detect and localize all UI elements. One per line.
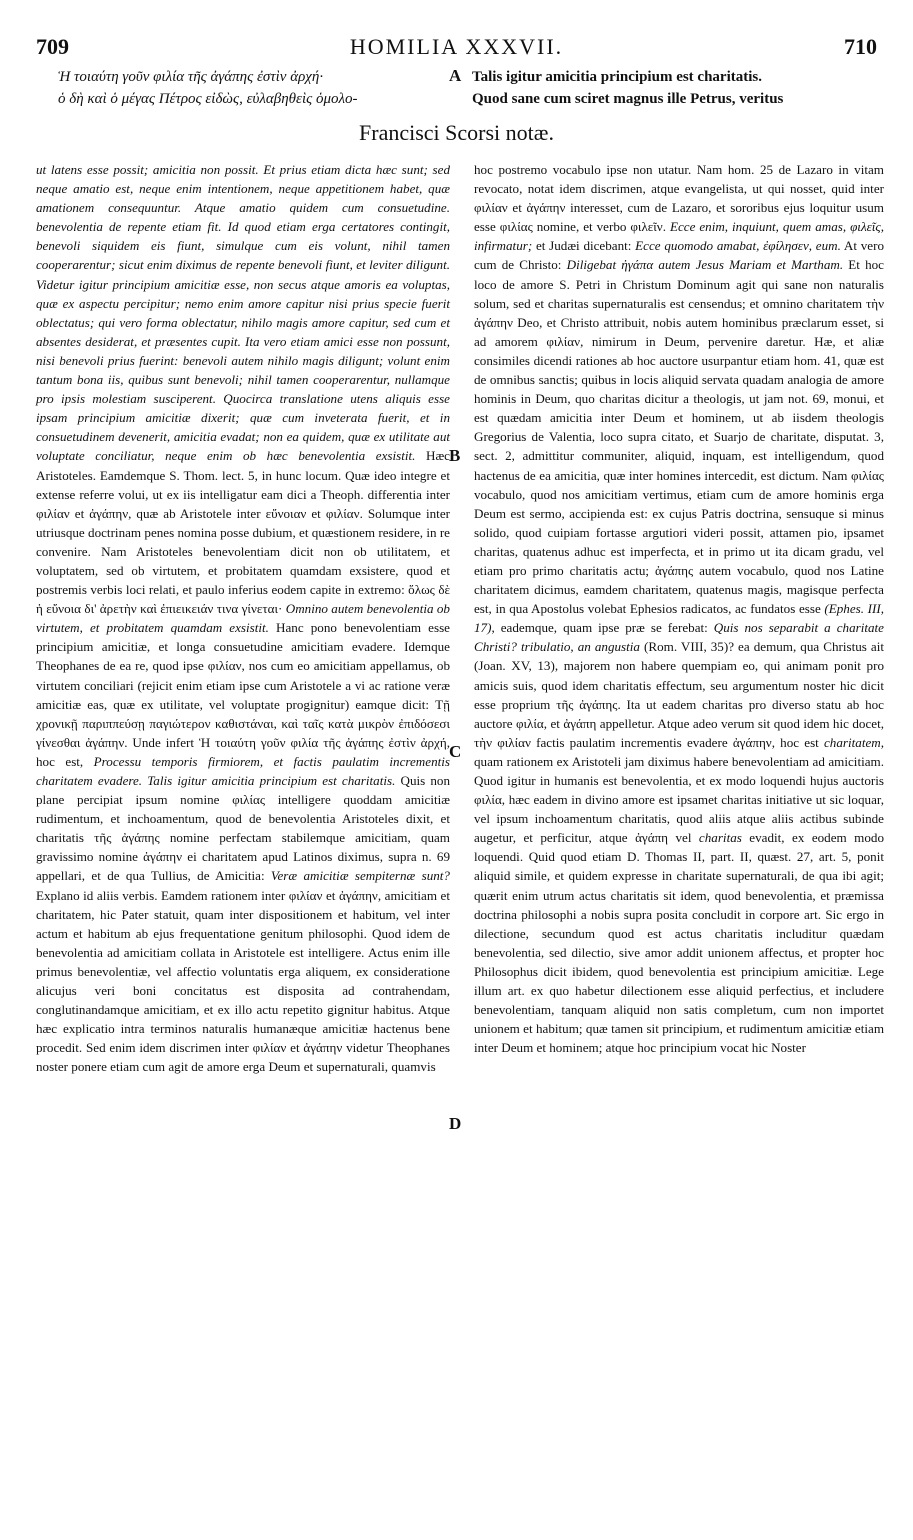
greek-line: ὁ δὴ καὶ ὁ μέγας Πέτρος εἰδὼς, εὐλαβηθεὶς ὁμολο- bbox=[58, 91, 358, 107]
notes-right-column bbox=[474, 160, 884, 1057]
page-number-right: 710 bbox=[844, 34, 877, 59]
text-run: Ecce quomodo amabat, ἐφίλησεν, eum. bbox=[631, 238, 841, 254]
text-run: Ecce enim, inquiunt, quem amas, φιλεῖς, infirmatur; bbox=[474, 219, 885, 254]
text-run: quam rationem ex Aristoteli jam diximus habere benevolentiam ad amicitiam. Quod igitur in humanis est benevolentia, et ex modo loquendi hujus auctoris φιλία, hæc eadem in divino amore est ipsamet charitas initiative ut sic loquar, vel ipsum inchoamentum charitatis, quod aliis atque aliis actibus subinde augetur, et perficitur, atque ἀγάπη vel bbox=[474, 753, 884, 846]
latin-line: Talis igitur amicitia principium est charitatis. bbox=[472, 69, 763, 85]
text-run: Et hoc loco de amore S. Petri in Christum Dominum agit qui sane non naturalis solum, sed et charitas supernaturalis est censendus; et omnino charitatem τὴν ἀγάπην Deo, et Christo attribuit, nobis autem hominibus præclarum esset, si ad amorem φιλίαν, nimirum in Deum, pervenire daretur. Hæ, et aliæ consimiles dicendi rationes ab hoc auctore usurpantur etiam hom. 41, quæ est de omnibus sanctis; quibus in locis aliquid servata quadam analogia de amore hominis in Deum, quo charitas dicitur a theologis, ut jam not. 69, monui, et est quædam amicitia inter Deum et hominem, ut ab iisdem theologis Gregorius de Valentia, loco supra citato, et Suarjo de charitate, disputat. 3, sect. 2, admittitur communiter, aliquid, inquam, est intelligendum, quod hactenus de ea amicitia, quæ inter homines intercedit, est dictum. Nam φιλίας vocabulo, quod nos amicitiam vertimus, etiam cum de amore hominis erga Deum est sermo, accipienda est: ex cujus Patris doctrina, sensuque si minus solido, quod cuipiam fortasse argutiori videri possit, attamen pio, ipsamet charitas, quatenus adhuc est imperfecta, et in primo ut ita dicam gradu, vel etiam pro primo charitatis actu; ἀγάπης autem vocabulo, quod nos Latine charitatem dicimus, eamdem charitatem, quatenus magis, magisque perfecta est, in qua Apostolus volebat Ephesios radicatos, ac fundatos esse bbox=[474, 257, 884, 617]
margin-marker-d: D bbox=[449, 1114, 462, 1133]
page-number-left: 709 bbox=[36, 34, 69, 59]
text-run: Omnino autem benevolentia ob virtutem, et probitatem quamdam exsistit. bbox=[36, 601, 450, 636]
text-run: (Rom. VIII, 35)? ea demum, qua Christus ait (Joan. XV, 13), majorem non habere quempiam eo, qui animam ponit pro amicis suis, quod idem charitatis effectum, seu argumentum noster hic dicit esse proprium τῆς ἀγάπης. Ita ut eadem charitas pro diverso statu ab hoc auctore φιλία, et ἀγάπη appelletur. Atque adeo verum sit quod idem hic docet, τὴν φιλίαν factis paulatim incrementis evadere ἀγάπην, hoc est bbox=[474, 639, 884, 750]
text-run: Processu temporis firmiorem, et factis paulatim incrementis charitatem evadere. Talis igitur amicitia principium est charitatis. bbox=[36, 753, 450, 788]
margin-marker-b: B bbox=[449, 446, 461, 465]
text-run: Quis non plane percipiat ipsum nomine φιλίας intelligere quoddam amicitiæ rudimentum, et inchoamentum, quod de benevolentia Aristoteles dixit, et charitatis τῆς ἀγάπης nomine perfectam stabilemque amicitiam, quam gravissimo nomine ἀγάπην ei charitatem apud Latinos diximus, supra n. 69 appellari, et de qua Tullius, de Amicitia: bbox=[36, 773, 450, 884]
text-run: charitatem, bbox=[818, 734, 884, 750]
margin-marker-a: A bbox=[449, 66, 462, 85]
text-run: At vero cum de Christo: bbox=[474, 238, 884, 273]
text-run: eademque, quam ipse præ se ferebat: bbox=[494, 620, 708, 636]
text-run: Hanc pono benevolentiam esse principium amicitiæ, et longa consuetudine amicitiam evadere. Idemque Theophanes de ea re, quod ipse φιλίαν, nos cum eo amicitiam appellamus, ob virtutem conciliari (rejicit enim etiam ipse cum Aristotele a vi ac ratione veræ amicitiæ eas, quæ ex utilitate, vel voluptate progignitur) eamque dicit: Τῇ χρονικῇ παριππεύσῃ παγιώτερον καθιστάναι, καὶ ταῖς κατὰ μικρὸν ἐπιδόσεσι γίνεσθαι ἀγάπην. Unde infert Ἡ τοιαύτη γοῦν φιλία τῆς ἀγάπης ἐστὶν ἀρχή, hoc est, bbox=[36, 620, 450, 769]
text-run: (Ephes. III, 17), bbox=[474, 601, 884, 636]
text-run: Veræ amicitiæ sempiternæ sunt? bbox=[264, 868, 450, 884]
text-run: Explano id aliis verbis. Eamdem rationem inter φιλίαν et ἀγάπην, amicitiam et charitatem, hic Pater statuit, quam inter dispositionem et habitum, vel inter actum et habitum ab ejus frequentatione genitum philosophi. Quod idem de benevolentia ad amicitiam collata in Aristotele est intelligere. Actus enim ille primus benevolentiæ, vel affectio voluntatis erga aliquem, ex consideratione alicujus veri boni concitatus est disposita ad contrahendam, conglutinandamque amicitiam, et ex illo actu repetito gignitur habitus. Atque hæc explicatio intra terminos naturalis humanæque amicitiæ hactenus bene procedit. Sed enim idem discrimen inter φιλίαν et ἀγάπην videtur Theophanes noster ponere etiam cum agit de amore erga Deum et supernaturali, quamvis bbox=[36, 887, 450, 1075]
text-run: Quis nos separabit a charitate Christi? tribulatio, an angustia bbox=[474, 620, 884, 655]
latin-line: Quod sane cum sciret magnus ille Petrus, veritus bbox=[472, 91, 784, 107]
text-run: Hæc Aristoteles. Eamdemque S. Thom. lect. 5, in hunc locum. Quæ ideo integre et extense referre volui, ut ex iis intelligatur eam dici a Theoph. differentia inter φιλίαν et ἀγάπην, quæ ab Aristotele inter εὔνοιαν et φιλίαν. Solumque inter utriusque doctrinam penes nomina posse dubium, et quæstionem residere, in re convenire. Nam Aristoteles benevolentiam dicit non ob utilitatem, et voluptatem, sed ob virtutem, et probitatem quamdam exsistere, quod et postremis verbis loci relati, et paulo inferius eodem capite in extremo: ὅλως δὲ ἡ εὔνοια δι' ἀρετὴν καὶ ἐπιεικειάν τινα γίνεται· bbox=[36, 448, 450, 617]
text-run: ut latens esse possit; amicitia non possit. Et prius etiam dicta hæc sunt; sed neque amatio est, neque enim intentionem, neque appetitionem habet, quæ amationem consequuntur. Atque amatio quidem cum consuetudine. benevolentia de repente etiam fit. Id quod etiam erga certatores contingit, benevoli siquidem eis fiunt, simulque cum eis volunt, nihil tamen cooperarentur; sicut enim diximus de repente benevoli fiunt, et leviter diligunt. Videtur igitur principium amicitiæ esse, non secus atque amoris ea voluptas, quæ ex aspectu percipitur; nemo enim amore capitur nisi prius specie fuerit oblectatus; qui vero forma oblectatur, nihilo magis amore capitur, sed cum et absentes desiderat, et præsentes cupit. Ita vero etiam amici esse non possunt, nisi benevoli prius fuerint: benevoli autem nihilo magis diligunt; volunt enim tantum bona iis, quibus sunt benevoli; nihil tamen cooperarentur, nullamque pro ipsis molestiam susciperent. Quocirca translatione utens aliquis esse ipsam principium amicitiæ dixerit; quæ cum inveterata fuerit, et in consuetudinem devenerit, amicitia evadat; non ea quidem, quæ ex utilitate aut voluptate conciliatur, neque enim ob hæc benevolentia exsistit. bbox=[36, 162, 450, 464]
notes-heading: Francisci Scorsi notæ. bbox=[359, 120, 554, 145]
running-title: HOMILIA XXXVII. bbox=[349, 34, 564, 59]
text-run: hoc postremo vocabulo ipse non utatur. Nam hom. 25 de Lazaro in vitam revocato, notat idem discrimen, atque evangelista, ut qui nosset, quid inter φιλίαν et ἀγάπην interesset, cum de Lazaro, et sororibus ejus loquitur usum esse φιλίας nomine, et verbo φιλεῖν. bbox=[474, 162, 884, 235]
text-run: Diligebat ἠγάπα autem Jesus Mariam et Martham. bbox=[561, 257, 844, 273]
margin-marker-c: C bbox=[449, 742, 462, 761]
text-run: evadit, ex eodem modo loquendi. Quid quod etiam D. Thomas II, part. II, quæst. 27, art. 5, ponit aliquid simile, et quidem expresse in charitate supernaturali, de qua ibi agit; quærit enim utrum actus charitatis sit idem, quod benevolentia, et præmissa doctrina philosophi a nobis supra posita concludit in corpore art. Sic ergo in dilectione, secundum quod est actus charitatis includitur quædam benevolentia, sed dilectio, sive amor addit unionem affectus, et propter hoc Philosophus dicit ibidem, quod benevolentia est principium amicitiæ. Lege illum art. ex quo habetur dilectionem esse aliquid perfectius, et includere benevolentiam, tanquam aliquid non satis completum, cum non importet unionem et habitum; quæ tamen sit principium, et rudimentum amicitiæ etiam inter Deum et hominem; atque hoc principium vocat hic Noster bbox=[474, 830, 884, 1056]
text-run: et Judæi dicebant: bbox=[532, 238, 632, 254]
greek-text-block bbox=[58, 66, 446, 110]
greek-line: Ἡ τοιαύτη γοῦν φιλία τῆς ἀγάπης ἐστὶν ἀρχή· bbox=[58, 69, 324, 85]
text-run: charitas bbox=[691, 830, 742, 846]
latin-text-block bbox=[472, 66, 884, 110]
notes-left-column bbox=[36, 160, 450, 1077]
